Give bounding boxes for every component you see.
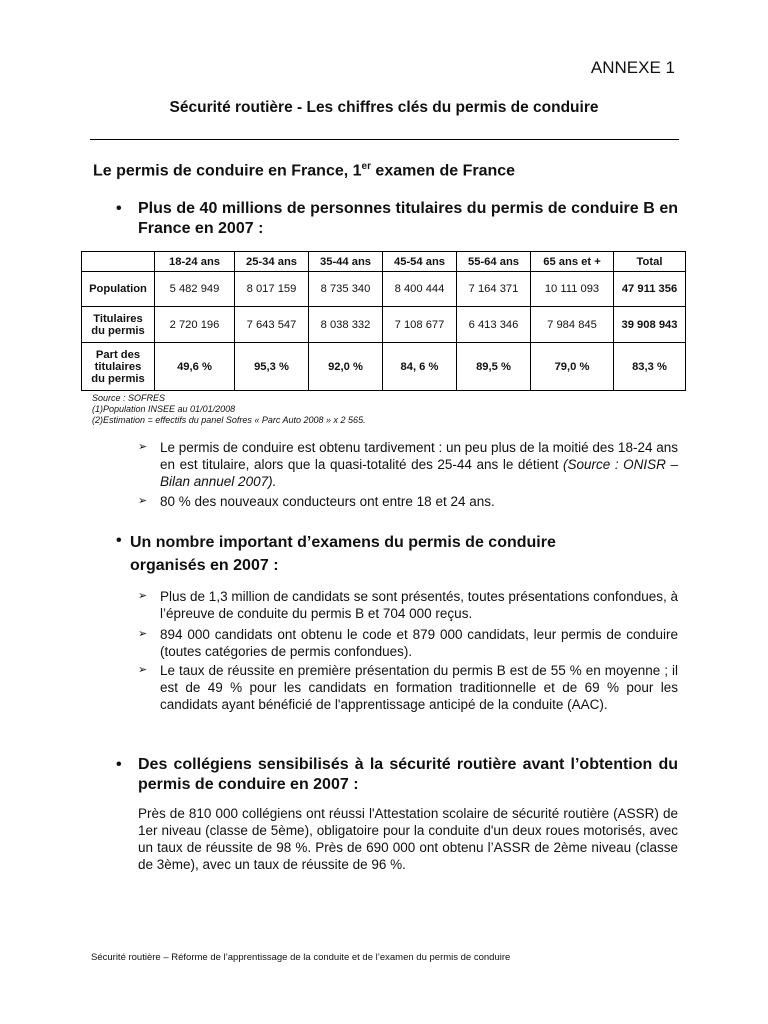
list-item-text: 894 000 candidats ont obtenu le code et 879 000 candidats, leur permis de conduire (toutes catégories de permis confondues). <box>160 627 678 659</box>
table-cell: 84, 6 % <box>383 343 457 391</box>
bullet-heading-2-text: Un nombre important d’examens du permis de conduire organisés en 2007 : <box>130 534 556 574</box>
page-footer: Sécurité routière – Réforme de l’apprentissage de la conduite et de l’examen du permis de conduire <box>91 952 511 963</box>
table-row <box>82 343 686 391</box>
bullet-heading-1 <box>116 199 678 239</box>
table-cell: 5 482 949 <box>155 272 235 307</box>
bullet-dot-icon: • <box>116 200 122 217</box>
table-total-cell: 47 911 356 <box>614 272 686 307</box>
source-line: Source : SOFRES <box>92 393 166 403</box>
bullet-heading-2 <box>116 531 670 577</box>
section-heading <box>93 161 515 180</box>
row-label: Titulaires du permis <box>82 307 155 343</box>
table-header-cell: 65 ans et + <box>531 252 614 272</box>
source-line: (2)Estimation = effectifs du panel Sofres « Parc Auto 2008 » x 2 565. <box>92 415 366 425</box>
list-item-text: Le taux de réussite en première présentation du permis B est de 55 % en moyenne ; il est de 49 % pour les candidats en formation traditionnelle et de 69 % pour les candidats ayant bénéficié de l'apprentissage anticipé de la conduite (AAC). <box>160 663 678 712</box>
arrow-bullet-icon: ➢ <box>138 495 148 507</box>
table-cell: 7 984 845 <box>531 307 614 343</box>
page-title: Sécurité routière - Les chiffres clés du permis de conduire <box>169 99 599 116</box>
title-divider <box>90 139 679 140</box>
row-label: Part des titulaires du permis <box>82 343 155 391</box>
table-header-row <box>82 252 686 272</box>
table-cell: 92,0 % <box>309 343 383 391</box>
table-cell: 6 413 346 <box>457 307 531 343</box>
table-row <box>82 272 686 307</box>
list-item <box>138 626 678 660</box>
bullet-dot-icon: • <box>116 756 122 773</box>
list-item-text: Le permis de conduire est obtenu tardivement : un peu plus de la moitié des 18-24 ans en est titulaire, alors que la quasi-totalité des 25-44 ans le détient <box>160 440 678 472</box>
arrow-bullet-icon: ➢ <box>138 441 148 453</box>
table-header-cell: 55-64 ans <box>457 252 531 272</box>
table-cell: 89,5 % <box>457 343 531 391</box>
bullet-heading-3 <box>116 755 678 795</box>
section-heading-text: Le permis de conduire en France, 1 <box>93 162 362 180</box>
annex-label: ANNEXE 1 <box>590 58 675 77</box>
table-cell: 8 017 159 <box>235 272 309 307</box>
paragraph: Près de 810 000 collégiens ont réussi l'Attestation scolaire de sécurité routière (ASSR) de 1er niveau (classe de 5ème), obligatoire pour la conduite d'un deux roues motorisés, avec un taux de réussite de 98 %. Près de 690 000 ont obtenu l’ASSR de 2ème niveau (classe de 3ème), avec un taux de réussite de 96 %. <box>138 806 678 872</box>
table-cell: 7 164 371 <box>457 272 531 307</box>
table-header-cell: 45-54 ans <box>383 252 457 272</box>
table-cell: 10 111 093 <box>531 272 614 307</box>
table-cell: 2 720 196 <box>155 307 235 343</box>
table-header-cell: 18-24 ans <box>155 252 235 272</box>
table-header-cell: 25-34 ans <box>235 252 309 272</box>
table-header-cell <box>82 252 155 272</box>
bullet-heading-1-text: Plus de 40 millions de personnes titulaires du permis de conduire B en France en 2007 : <box>138 200 678 237</box>
list-item <box>138 439 678 490</box>
table-total-cell: 39 908 943 <box>614 307 686 343</box>
row-label: Population <box>82 272 155 307</box>
table-header-cell: 35-44 ans <box>309 252 383 272</box>
list-item-text: 80 % des nouveaux conducteurs ont entre 18 et 24 ans. <box>160 494 495 509</box>
table-header-cell: Total <box>614 252 686 272</box>
table-cell: 8 400 444 <box>383 272 457 307</box>
table-cell: 7 643 547 <box>235 307 309 343</box>
arrow-bullet-icon: ➢ <box>138 628 148 640</box>
table-cell: 8 735 340 <box>309 272 383 307</box>
list-item-text: Plus de 1,3 million de candidats se sont présentés, toutes présentations confondues, à l’épreuve de conduite du permis B et 704 000 reçus. <box>160 589 678 621</box>
arrow-bullet-icon: ➢ <box>138 664 148 676</box>
source-line: (1)Population INSEE au 01/01/2008 <box>92 404 236 414</box>
bullet-heading-3-text: Des collégiens sensibilisés à la sécurité routière avant l’obtention du permis de conduire en 2007 : <box>138 756 678 793</box>
table-cell: 79,0 % <box>531 343 614 391</box>
table-cell: 7 108 677 <box>383 307 457 343</box>
table-row <box>82 307 686 343</box>
arrow-bullet-icon: ➢ <box>138 590 148 602</box>
section-heading-text-end: examen de France <box>370 162 516 180</box>
table-cell: 49,6 % <box>155 343 235 391</box>
table-cell: 95,3 % <box>235 343 309 391</box>
list-item <box>138 662 678 713</box>
table-total-cell: 83,3 % <box>614 343 686 391</box>
section-heading-sup: er <box>361 161 371 172</box>
list-item <box>138 588 678 622</box>
source-notes <box>92 393 366 426</box>
list-item-citation: (Source : ONISR – Bilan annuel 2007). <box>160 457 678 489</box>
bullet-dot-icon: • <box>116 532 122 549</box>
table-cell: 8 038 332 <box>309 307 383 343</box>
license-stats-table <box>81 251 686 391</box>
list-item <box>138 493 678 510</box>
